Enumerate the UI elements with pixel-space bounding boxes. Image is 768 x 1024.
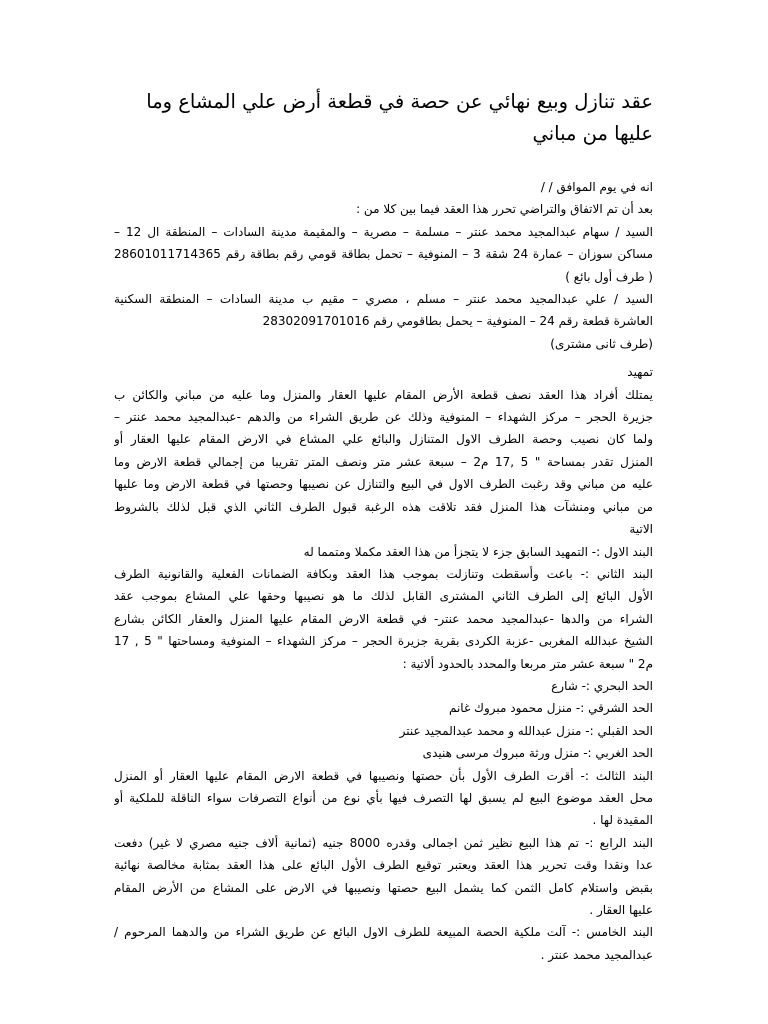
clause-4-line-1: البند الرابع :- تم هذا البيع نظير ثمن اجمالى وقدره 8000 جنيه (ثمانية ألاف جنيه مصري لا غير) دفعت: [114, 835, 653, 850]
boundary-west: الحد الغربي :- منزل ورثة مبروك مرسى هنيدى: [422, 746, 653, 761]
clause-5-line-2: عبدالمجيد محمد عنتر .: [540, 947, 653, 962]
preamble-line-7: الاتية: [629, 522, 653, 537]
document-title: [114, 86, 653, 150]
document-page: [114, 86, 653, 966]
clause-2-line-1: البند الثاني :- باعت وأسقطت وتنازلت بموجب هذا العقد وبكافة الضمانات الفعلية والقانونية الطرف: [114, 566, 653, 581]
clause-3-line-1: البند الثالث :- أقرت الطرف الأول بأن حصتها ونصيبها في قطعة الارض المقام عليها العقار أو المنزل: [114, 768, 653, 783]
first-party-role: ( طرف أول بائع ): [565, 269, 653, 284]
preamble-line-3: ولما كان نصيب وحصة الطرف الاول المتنازل والبائع علي المشاع في الارض المقام عليها العقار أو: [114, 432, 653, 447]
agreement-intro: بعد أن تم الاتفاق والتراضي تحرر هذا العقد فيما بين كلا من :: [356, 202, 653, 217]
clause-4-line-3: بقبض واستلام كامل الثمن كما يشمل البيع حصتها ونصيبها في الارض على المشاع من الأرض المقام: [114, 880, 653, 895]
clause-2-line-5: م2 " سبعة عشر متر مربعا والمحدد بالحدود ألاتية :: [402, 656, 653, 671]
clause-4-line-2: عدا ونقدا وقت تحرير هذا العقد ويعتبر توقيع الطرف الأول البائع على هذا العقد بمثابة مخالصة نهائية: [114, 858, 653, 873]
clause-2-line-3: الشراء من والدها -عبدالمجيد محمد عنتر- في قطعة الارض المقام عليها المنزل والعقار الكائن بشارع: [114, 611, 653, 626]
clause-5-line-1: البند الخامس :- آلت ملكية الحصة المبيعة للطرف الاول البائع عن طريق الشراء من والدهما المرحوم /: [114, 925, 653, 940]
preamble-line-5: عليه من مباني وقد رغبت الطرف الاول في البيع والتنازل عن نصيبها وحصتها في قطعة الارض وما عليها: [114, 477, 653, 492]
preamble-line-4: المنزل تقدر بمساحة " 5 ,17 م2 – سبعة عشر متر ونصف المتر تقريبا من إجمالي قطعة الارض وما: [114, 454, 653, 469]
boundary-north: الحد البحري :- شارع: [551, 678, 653, 693]
title-line-1: عقد تنازل وبيع نهائي عن حصة في قطعة أرض علي المشاع وما: [146, 90, 653, 113]
clause-4-line-4: عليها العقار .: [589, 903, 653, 917]
second-party-line-1: السيد / علي عبدالمجيد محمد عنتر – مسلم ، مصري – مقيم ب مدينة السادات – المنطقة السكنية: [114, 292, 653, 307]
clause-3-line-3: المقيدة لها .: [592, 813, 653, 828]
clause-3-line-2: محل العقد موضوع البيع لم يسبق لها التصرف فيها بأي نوع من أنواع التصرفات سواء الناقلة للملكية أو: [114, 790, 653, 805]
document-body: [114, 176, 653, 966]
first-party-line-1: السيد / سهام عبدالمجيد محمد عنتر – مسلمة – مصرية – والمقيمة مدينة السادات – المنطقة ال 12 –: [114, 224, 653, 239]
boundary-east: الحد الشرقي :- منزل محمود مبروك غانم: [448, 701, 653, 716]
clause-2-line-2: الأول البائع إلى الطرف الثاني المشترى القابل لذلك ما هو نصيبها وحقها علي المشاع بموجب عقد: [114, 589, 653, 604]
clause-1: البند الاول :- التمهيد السابق جزء لا يتجزأ من هذا العقد مكملا ومتمما له: [303, 544, 653, 559]
clause-2-line-4: الشيخ عبدالله المغربى -عزبة الكردى بقرية جزيرة الحجر – مركز الشهداء – المنوفية ومساحتها " 5 , 17: [114, 634, 653, 649]
title-line-2: عليها من مباني: [532, 122, 653, 145]
preamble-line-2: جزيرة الحجر – مركز الشهداء – المنوفية وذلك عن طريق الشراء من والدهم -عبدالمجيد محمد عنتر –: [114, 410, 653, 425]
boundary-south: الحد القبلي :- منزل عبدالله و محمد عبدالمجيد عنتر: [399, 723, 653, 738]
preamble-line-1: يمتلك أفراد هذا العقد نصف قطعة الأرض المقام عليها العقار والمنزل وما عليه من مباني والكائن ب: [114, 387, 653, 402]
second-party-role: (طرف ثانى مشترى): [550, 336, 653, 351]
first-party-line-2: مساكن سوزان – عمارة 24 شقة 3 – المنوفية – تحمل بطاقة قومي رقم بطاقة رقم 28601011714365: [114, 247, 653, 262]
preamble-heading: تمهيد: [627, 365, 653, 380]
date-line: انه في يوم الموافق / /: [540, 180, 653, 194]
second-party-line-2: العاشرة قطعة رقم 24 – المنوفية – يحمل بطاقومي رقم 28302091701016: [262, 314, 653, 329]
preamble-line-6: من مباني ومنشآت هذا المنزل فقد تلاقت هذه الرغبة قبول الطرف الثاني الذي قبل لذلك بالشروط: [114, 499, 653, 514]
